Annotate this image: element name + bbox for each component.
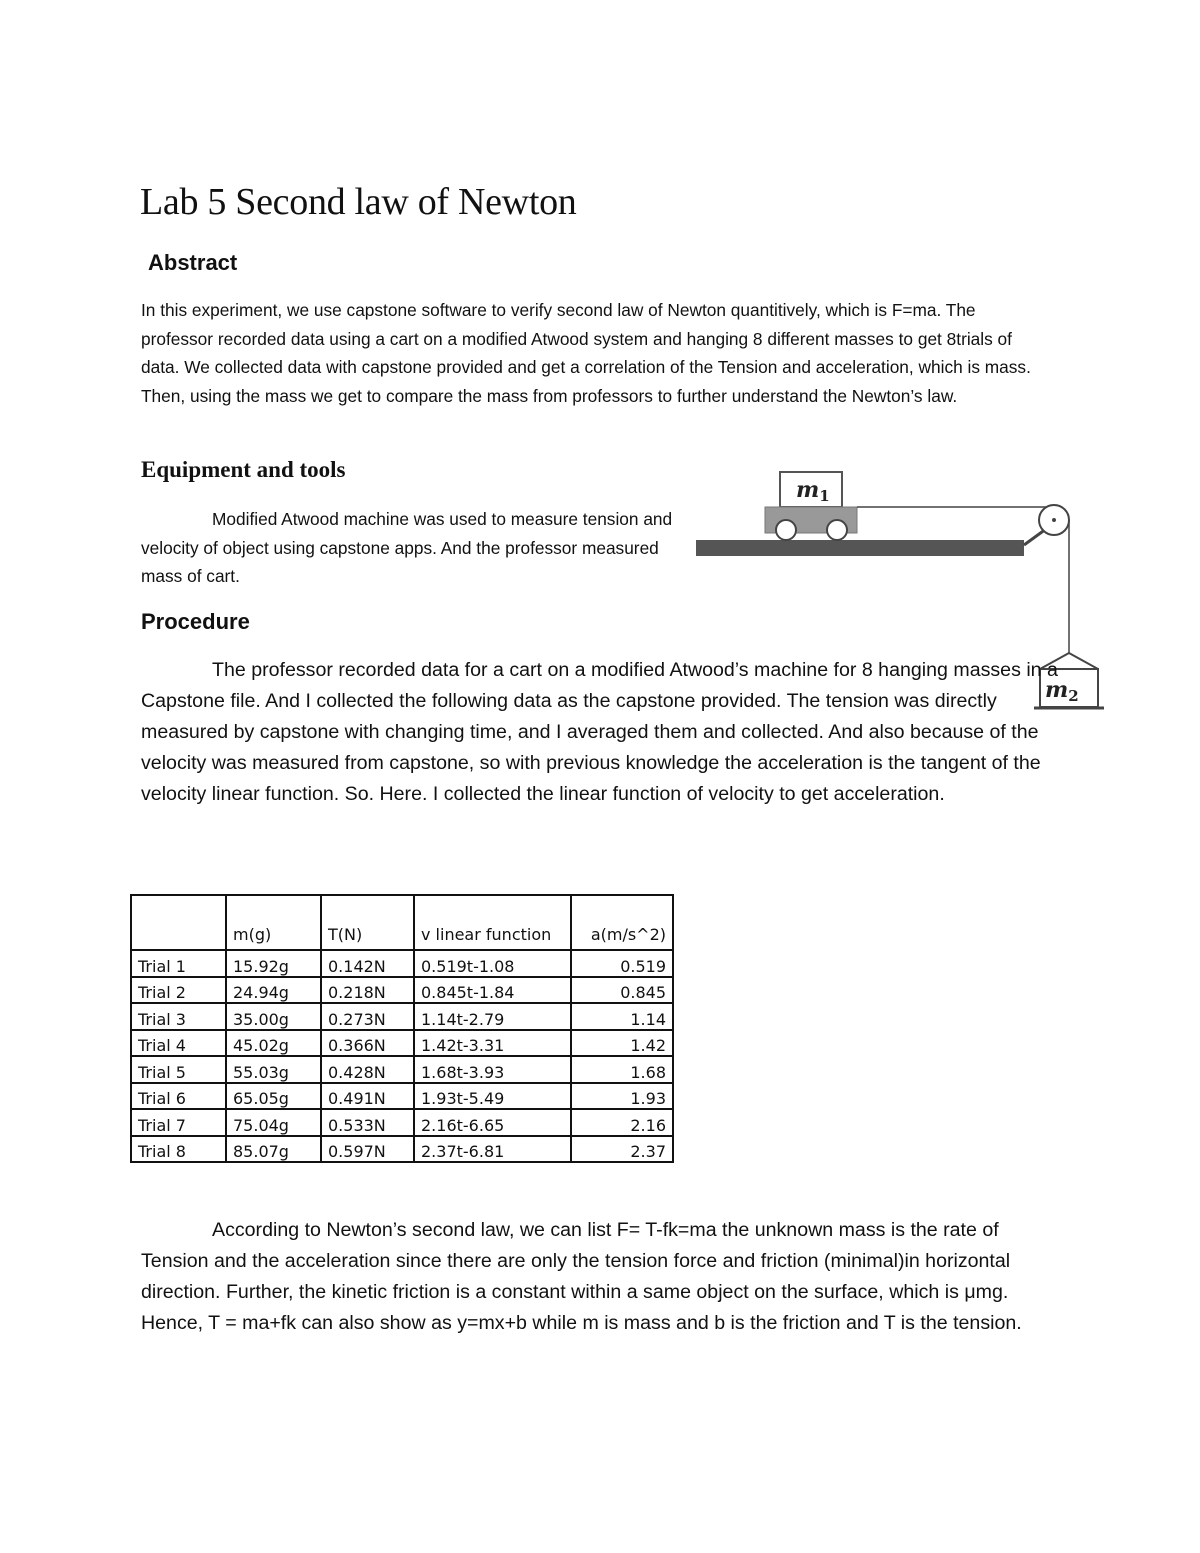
table-cell: 0.428N (321, 1056, 414, 1083)
table-cell: 1.14t-2.79 (414, 1003, 571, 1030)
table-cell: 1.14 (571, 1003, 673, 1030)
pulley-axle (1052, 518, 1056, 522)
abstract-heading: Abstract (148, 250, 238, 275)
cart-mass-label: m1 (796, 477, 830, 505)
table-row (131, 1056, 673, 1083)
table-cell: 0.845t-1.84 (414, 977, 571, 1004)
table-cell: 1.93t-5.49 (414, 1083, 571, 1110)
table-header-cell: T(N) (321, 895, 414, 950)
table-row (131, 950, 673, 977)
table-cell: 15.92g (226, 950, 321, 977)
table-cell: 75.04g (226, 1109, 321, 1136)
table-cell: Trial 1 (131, 950, 226, 977)
page-title: Lab 5 Second law of Newton (140, 181, 577, 223)
table-cell: 0.519t-1.08 (414, 950, 571, 977)
table-cell: Trial 8 (131, 1136, 226, 1163)
table-cell: 24.94g (226, 977, 321, 1004)
table-cell: Trial 5 (131, 1056, 226, 1083)
table-row (131, 1083, 673, 1110)
table-header-cell: v linear function (414, 895, 571, 950)
table-cell: 1.42 (571, 1030, 673, 1057)
table-cell: Trial 6 (131, 1083, 226, 1110)
table-cell: 0.366N (321, 1030, 414, 1057)
table-cell: 85.07g (226, 1136, 321, 1163)
conclusion-paragraph: According to Newton’s second law, we can list F= T-fk=ma the unknown mass is the rate of Tension and the acceleration since there are only the tension force and friction (minimal)in horizontal direction. Further, the kinetic friction is a constant within a same object on the surface, which is μmg. Hence, T = ma+fk can also show as y=mx+b while m is mass and b is the friction and T is the tension. (141, 1219, 1022, 1334)
cart-wheel-left (776, 520, 796, 540)
table-row (131, 1109, 673, 1136)
table-cell: 0.142N (321, 950, 414, 977)
equipment-paragraph: Modified Atwood machine was used to measure tension and velocity of object using capstone apps. And the professor measured mass of cart. (141, 509, 673, 586)
table-header-cell: m(g) (226, 895, 321, 950)
table-row (131, 977, 673, 1004)
hanging-mass-label: m2 (1045, 677, 1079, 705)
table-cell: 1.42t-3.31 (414, 1030, 571, 1057)
table-cell: 0.533N (321, 1109, 414, 1136)
table-cell: 2.16 (571, 1109, 673, 1136)
table-cell: 0.218N (321, 977, 414, 1004)
table-cell: 0.845 (571, 977, 673, 1004)
table-row (131, 1136, 673, 1163)
table-cell: Trial 2 (131, 977, 226, 1004)
table-cell: 2.16t-6.65 (414, 1109, 571, 1136)
table-cell: Trial 3 (131, 1003, 226, 1030)
procedure-paragraph: The professor recorded data for a cart on a modified Atwood’s machine for 8 hanging masses in a Capstone file. And I collected the following data as the capstone provided. The tension was directly measured by capstone with changing time, and I averaged them and collected. And also because of the velocity was measured from capstone, so with previous knowledge the acceleration is the tangent of the velocity linear function. So. Here. I collected the linear function of velocity to get acceleration. (141, 659, 1058, 805)
table-cell: 55.03g (226, 1056, 321, 1083)
cart-wheel-right (827, 520, 847, 540)
table-cell: 2.37t-6.81 (414, 1136, 571, 1163)
table-header-row (131, 895, 673, 950)
track (696, 540, 1024, 556)
abstract-paragraph: In this experiment, we use capstone software to verify second law of Newton quantitively, which is F=ma. The professor recorded data using a cart on a modified Atwood system and hanging 8 different masses to get 8trials of data. We collected data with capstone provided and get a correlation of the Tension and acceleration, which is mass. Then, using the mass we get to compare the mass from professors to further understand the Newton’s law. (141, 300, 1031, 406)
table-cell: 2.37 (571, 1136, 673, 1163)
table-cell: 35.00g (226, 1003, 321, 1030)
table-header-cell (131, 895, 226, 950)
procedure-heading: Procedure (141, 609, 250, 634)
table-cell: Trial 4 (131, 1030, 226, 1057)
trial-data-table (130, 894, 674, 1163)
table-cell: 1.68t-3.93 (414, 1056, 571, 1083)
table-cell: 0.273N (321, 1003, 414, 1030)
table-cell: Trial 7 (131, 1109, 226, 1136)
table-row (131, 1003, 673, 1030)
table-cell: 65.05g (226, 1083, 321, 1110)
table-header-cell: a(m/s^2) (571, 895, 673, 950)
equipment-heading: Equipment and tools (141, 457, 346, 482)
table-cell: 0.597N (321, 1136, 414, 1163)
table-cell: 1.68 (571, 1056, 673, 1083)
table-cell: 0.491N (321, 1083, 414, 1110)
table-row (131, 1030, 673, 1057)
table-cell: 45.02g (226, 1030, 321, 1057)
table-cell: 1.93 (571, 1083, 673, 1110)
table-cell: 0.519 (571, 950, 673, 977)
